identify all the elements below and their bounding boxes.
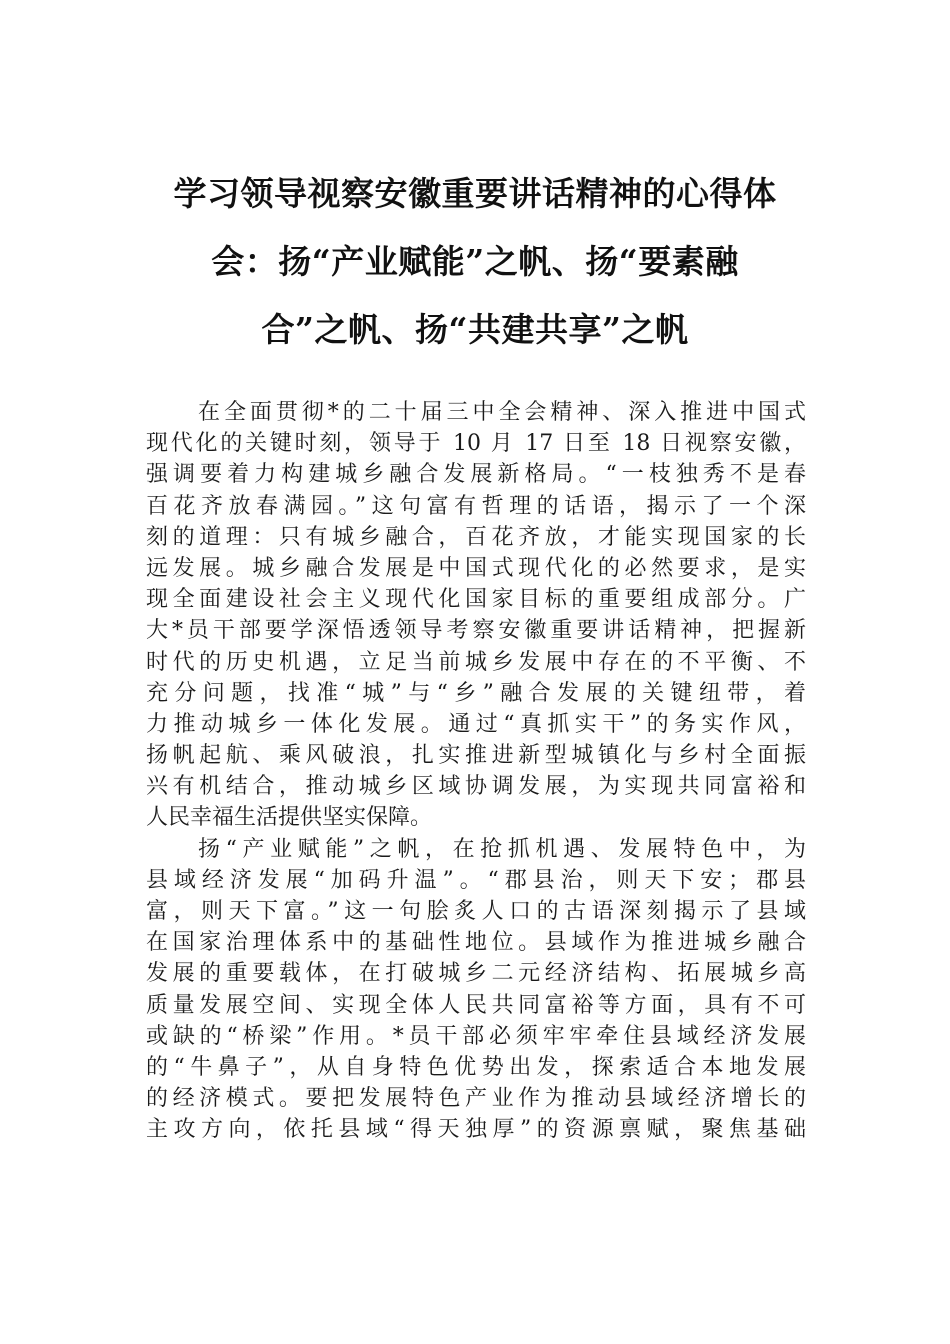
- text-line: 主攻方向，依托县域“得天独厚”的资源禀赋，聚焦基础: [146, 1117, 806, 1143]
- title-line: 会：扬“产业赋能”之帆、扬“要素融: [211, 242, 739, 281]
- text-line: 或缺的“桥梁”作用。*员干部必须牢牢牵住县域经济发展: [146, 1023, 806, 1049]
- text-line: 百花齐放春满园。”这句富有哲理的话语，揭示了一个深: [146, 493, 806, 519]
- text-line: 兴有机结合，推动城乡区域协调发展，为实现共同富裕和: [146, 774, 806, 800]
- text-line: 远发展。城乡融合发展是中国式现代化的必然要求，是实: [146, 555, 806, 581]
- text-line: 现代化的关键时刻，领导于 10 月 17 日至 18 日视察安徽，: [146, 431, 806, 457]
- text-line: 的经济模式。要把发展特色产业作为推动县域经济增长的: [146, 1086, 806, 1112]
- text-line: 强调要着力构建城乡融合发展新格局。“一枝独秀不是春: [146, 462, 806, 488]
- text-line: 现全面建设社会主义现代化国家目标的重要组成部分。广: [146, 587, 806, 613]
- text-line: 力推动城乡一体化发展。通过“真抓实干”的务实作风，: [146, 711, 806, 737]
- text-line: 刻的道理：只有城乡融合，百花齐放，才能实现国家的长: [146, 524, 806, 550]
- text-line: 大*员干部要学深悟透领导考察安徽重要讲话精神，把握新: [146, 618, 806, 644]
- text-line: 人民幸福生活提供坚实保障。: [146, 805, 433, 831]
- text-line: 发展的重要载体，在打破城乡二元经济结构、拓展城乡高: [146, 961, 806, 987]
- document-body: [146, 397, 806, 1146]
- text-line: 扬“产业赋能”之帆，在抢抓机遇、发展特色中，为: [198, 836, 806, 862]
- text-line: 充分问题，找准“城”与“乡”融合发展的关键纽带，着: [146, 680, 806, 706]
- text-line: 县域经济发展“加码升温”。“郡县治，则天下安；郡县: [146, 867, 806, 893]
- text-line: 时代的历史机遇，立足当前城乡发展中存在的不平衡、不: [146, 649, 806, 675]
- title-line: 学习领导视察安徽重要讲话精神的心得体: [173, 174, 777, 213]
- paragraph-2: [146, 834, 806, 1146]
- document-title: [150, 160, 800, 364]
- paragraph-1: [146, 397, 806, 834]
- text-line: 扬帆起航、乘风破浪，扎实推进新型城镇化与乡村全面振: [146, 743, 806, 769]
- text-line: 富，则天下富。”这一句脍炙人口的古语深刻揭示了县域: [146, 899, 806, 924]
- text-line: 在国家治理体系中的基础性地位。县域作为推进城乡融合: [146, 930, 806, 956]
- text-line: 在全面贯彻*的二十届三中全会精神、深入推进中国式: [198, 400, 806, 425]
- text-line: 的“牛鼻子”，从自身特色优势出发，探索适合本地发展: [146, 1054, 806, 1080]
- text-line: 质量发展空间、实现全体人民共同富裕等方面，具有不可: [146, 992, 806, 1018]
- title-line: 合”之帆、扬“共建共享”之帆: [261, 310, 689, 349]
